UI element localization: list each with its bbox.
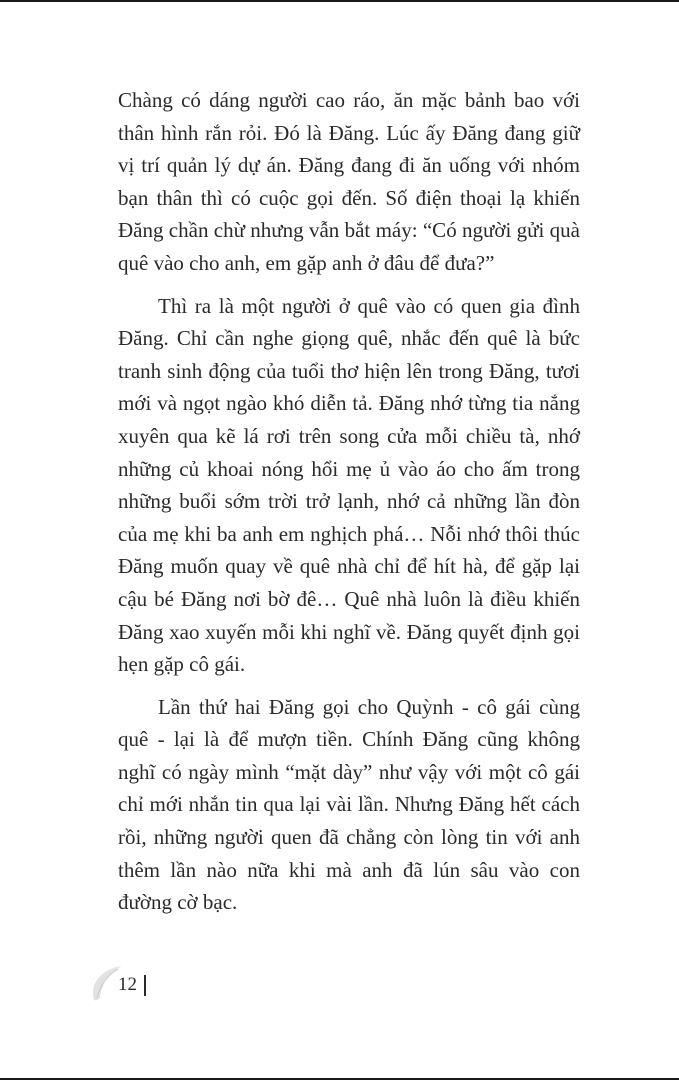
- page-number-divider: [144, 975, 146, 996]
- top-border-line: [0, 0, 679, 2]
- paragraph-2: Thì ra là một người ở quê vào có quen gia đình Đăng. Chỉ cần nghe giọng quê, nhắc đến quê là bức tranh sinh động của tuổi thơ hiện lên trong Đăng, tươi mới và ngọt ngào khó diễn tả. Đăng nhớ từng tia nắng xuyên qua kẽ lá rơi trên song cửa mỗi chiều tà, nhớ những củ khoai nóng hổi mẹ ủ vào áo cho ấm trong những buổi sớm trời trở lạnh, nhớ cả những lần đòn của mẹ khi ba anh em nghịch phá… Nỗi nhớ thôi thúc Đăng muốn quay về quê nhà chỉ để hít hà, để gặp lại cậu bé Đăng nơi bờ đê… Quê nhà luôn là điều khiến Đăng xao xuyến mỗi khi nghĩ về. Đăng quyết định gọi hẹn gặp cô gái.: [118, 293, 580, 677]
- paragraph-1: Chàng có dáng người cao ráo, ăn mặc bảnh bao với thân hình rắn rỏi. Đó là Đăng. Lúc ấy Đăng đang giữ vị trí quản lý dự án. Đăng đang đi ăn uống với nhóm bạn thân thì có cuộc gọi đến. Số điện thoại lạ khiến Đăng chần chừ nhưng vẫn bắt máy: “Có người gửi quà quê vào cho anh, em gặp anh ở đâu để đưa?”: [118, 88, 580, 275]
- paragraph-3: Lần thứ hai Đăng gọi cho Quỳnh - cô gái cùng quê - lại là để mượn tiền. Chính Đăng cũng không nghĩ có ngày mình “mặt dày” như vậy với một cô gái chỉ mới nhắn tin qua lại vài lần. Nhưng Đăng hết cách rồi, những người quen đã chẳng còn lòng tin với anh thêm lần nào nữa khi mà anh đã lún sâu vào con đường cờ bạc.: [118, 694, 580, 915]
- page-footer: [88, 962, 168, 1006]
- page-number: 12: [118, 974, 137, 995]
- body-text: [118, 84, 580, 919]
